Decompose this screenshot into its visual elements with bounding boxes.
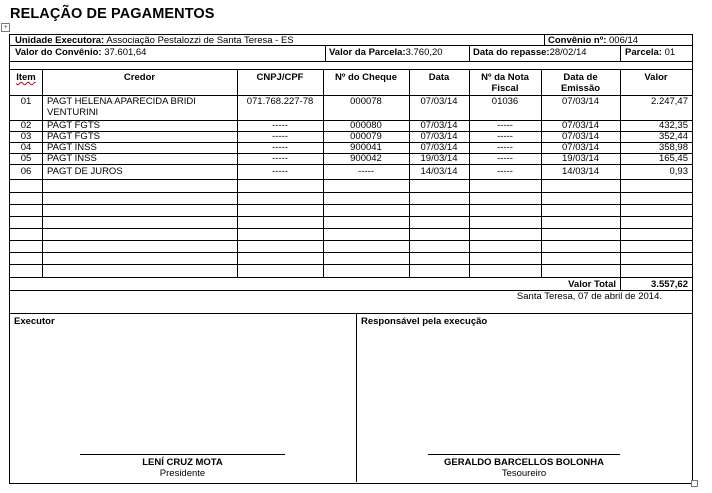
parcela-label: Parcela: <box>625 47 662 58</box>
column-header-cnpj: CNPJ/CPF <box>256 72 304 83</box>
total-label: Valor Total <box>568 279 616 290</box>
divider <box>9 240 692 241</box>
valor-convenio <box>15 47 146 58</box>
data-repasse-label: Data do repasse: <box>473 47 550 58</box>
executor-role: Presidente <box>159 468 206 479</box>
cell-data: 07/03/14 <box>420 96 458 107</box>
responsavel-label: Responsável pela execução <box>361 316 488 327</box>
cell-cheque: ----- <box>358 166 374 177</box>
divider <box>9 313 692 314</box>
divider <box>9 204 692 205</box>
cell-item: 05 <box>20 153 32 164</box>
executor-label: Executor <box>14 316 55 327</box>
signature-line <box>428 454 620 455</box>
cell-cnpj: ----- <box>272 131 288 142</box>
convenio-value: 006/14 <box>609 35 639 46</box>
column-header-emissao-line2: Emissão <box>560 83 601 94</box>
cell-emissao: 14/03/14 <box>562 166 599 177</box>
cell-credor: PAGT FGTS <box>47 120 100 131</box>
divider <box>9 216 692 217</box>
cell-nota: ----- <box>497 153 513 164</box>
divider <box>9 228 692 229</box>
cell-valor: 432,35 <box>658 120 688 131</box>
divider <box>325 45 326 61</box>
cell-credor: PAGT INSS <box>47 153 97 164</box>
cell-cheque: 000080 <box>350 120 382 131</box>
cell-item: 01 <box>20 96 32 107</box>
parcela-value: 01 <box>664 47 676 58</box>
divider <box>469 45 470 61</box>
divider <box>9 252 692 253</box>
cell-cheque: 000078 <box>350 96 382 107</box>
cell-cnpj: ----- <box>272 120 288 131</box>
valor-convenio-label: Valor do Convênio: <box>15 47 102 58</box>
cell-data: 07/03/14 <box>420 142 458 153</box>
cell-credor: PAGT INSS <box>47 142 97 153</box>
convenio-numero <box>548 35 638 46</box>
cell-item: 04 <box>20 142 32 153</box>
cell-emissao: 07/03/14 <box>562 96 599 107</box>
cell-emissao: 07/03/14 <box>562 142 599 153</box>
column-header-nota-line1: Nº da Nota <box>481 72 529 83</box>
divider <box>620 45 621 61</box>
unidade-executora <box>15 35 294 46</box>
data-repasse-value: 28/02/14 <box>549 47 587 58</box>
cell-nota: ----- <box>497 131 513 142</box>
cell-credor: PAGT FGTS <box>47 131 100 142</box>
cell-emissao: 19/03/14 <box>562 153 599 164</box>
table-move-handle-icon[interactable]: + <box>1 23 10 32</box>
cell-item: 06 <box>20 166 32 177</box>
column-header-nota <box>469 72 541 94</box>
cell-cheque: 900041 <box>350 142 382 153</box>
divider <box>9 61 692 62</box>
cell-valor: 165,45 <box>658 153 688 164</box>
column-header-item: Item <box>16 72 36 83</box>
column-header-credor: Credor <box>123 72 156 83</box>
cell-valor: 358,98 <box>658 142 688 153</box>
cell-nota: ----- <box>497 142 513 153</box>
cell-cnpj: 071.768.227-78 <box>246 96 314 107</box>
valor-parcela <box>329 47 443 58</box>
cell-item: 02 <box>20 120 32 131</box>
cell-cnpj: ----- <box>272 142 288 153</box>
cell-emissao: 07/03/14 <box>562 131 599 142</box>
cell-credor: PAGT HELENA APARECIDA BRIDI VENTURINI <box>47 96 196 118</box>
cell-nota: ----- <box>497 120 513 131</box>
divider <box>9 179 692 180</box>
unidade-label: Unidade Executora: <box>15 35 105 46</box>
valor-parcela-label: Valor da Parcela: <box>329 47 406 58</box>
cell-data: 07/03/14 <box>420 120 458 131</box>
cell-nota: ----- <box>497 166 513 177</box>
divider <box>9 277 692 278</box>
document-title: RELAÇÃO DE PAGAMENTOS <box>10 6 215 22</box>
divider <box>9 164 692 165</box>
column-header-data: Data <box>428 72 450 83</box>
valor-convenio-value: 37.601,64 <box>104 47 147 58</box>
total-value: 3.557,62 <box>651 279 688 290</box>
responsavel-role: Tesoureiro <box>501 468 547 479</box>
cell-credor: PAGT DE JUROS <box>47 166 123 177</box>
column-header-valor: Valor <box>644 72 668 83</box>
divider <box>356 313 357 482</box>
executor-name: LENÍ CRUZ MOTA <box>142 457 223 468</box>
cell-data: 07/03/14 <box>420 131 458 142</box>
cell-cheque: 900042 <box>350 153 382 164</box>
responsavel-name: GERALDO BARCELLOS BOLONHA <box>444 457 604 468</box>
cell-data: 14/03/14 <box>420 166 458 177</box>
cell-cheque: 000079 <box>350 131 382 142</box>
divider <box>9 264 692 265</box>
divider <box>9 69 692 70</box>
divider <box>42 69 43 277</box>
divider <box>544 34 545 45</box>
valor-parcela-value: 3.760,20 <box>405 47 443 58</box>
divider <box>9 192 692 193</box>
table-resize-handle[interactable] <box>691 480 698 487</box>
cell-valor: 2.247,47 <box>651 96 688 107</box>
column-header-cheque: Nº do Cheque <box>334 72 398 83</box>
column-header-emissao <box>541 72 620 94</box>
signature-line <box>80 454 285 455</box>
unidade-value: Associação Pestalozzi de Santa Teresa - ES <box>106 35 294 46</box>
cell-item: 03 <box>20 131 32 142</box>
column-header-emissao-line1: Data de <box>563 72 598 83</box>
cell-valor: 352,44 <box>658 131 688 142</box>
convenio-label: Convênio nº: <box>548 35 607 46</box>
cell-emissao: 07/03/14 <box>562 120 599 131</box>
parcela <box>625 47 675 58</box>
cell-cnpj: ----- <box>272 153 288 164</box>
cell-valor: 0,93 <box>669 166 688 177</box>
column-header-nota-line2: Fiscal <box>491 83 519 94</box>
place-date: Santa Teresa, 07 de abril de 2014. <box>516 291 662 302</box>
cell-data: 19/03/14 <box>420 153 458 164</box>
data-repasse <box>473 47 587 58</box>
cell-cnpj: ----- <box>272 166 288 177</box>
cell-nota: 01036 <box>491 96 519 107</box>
